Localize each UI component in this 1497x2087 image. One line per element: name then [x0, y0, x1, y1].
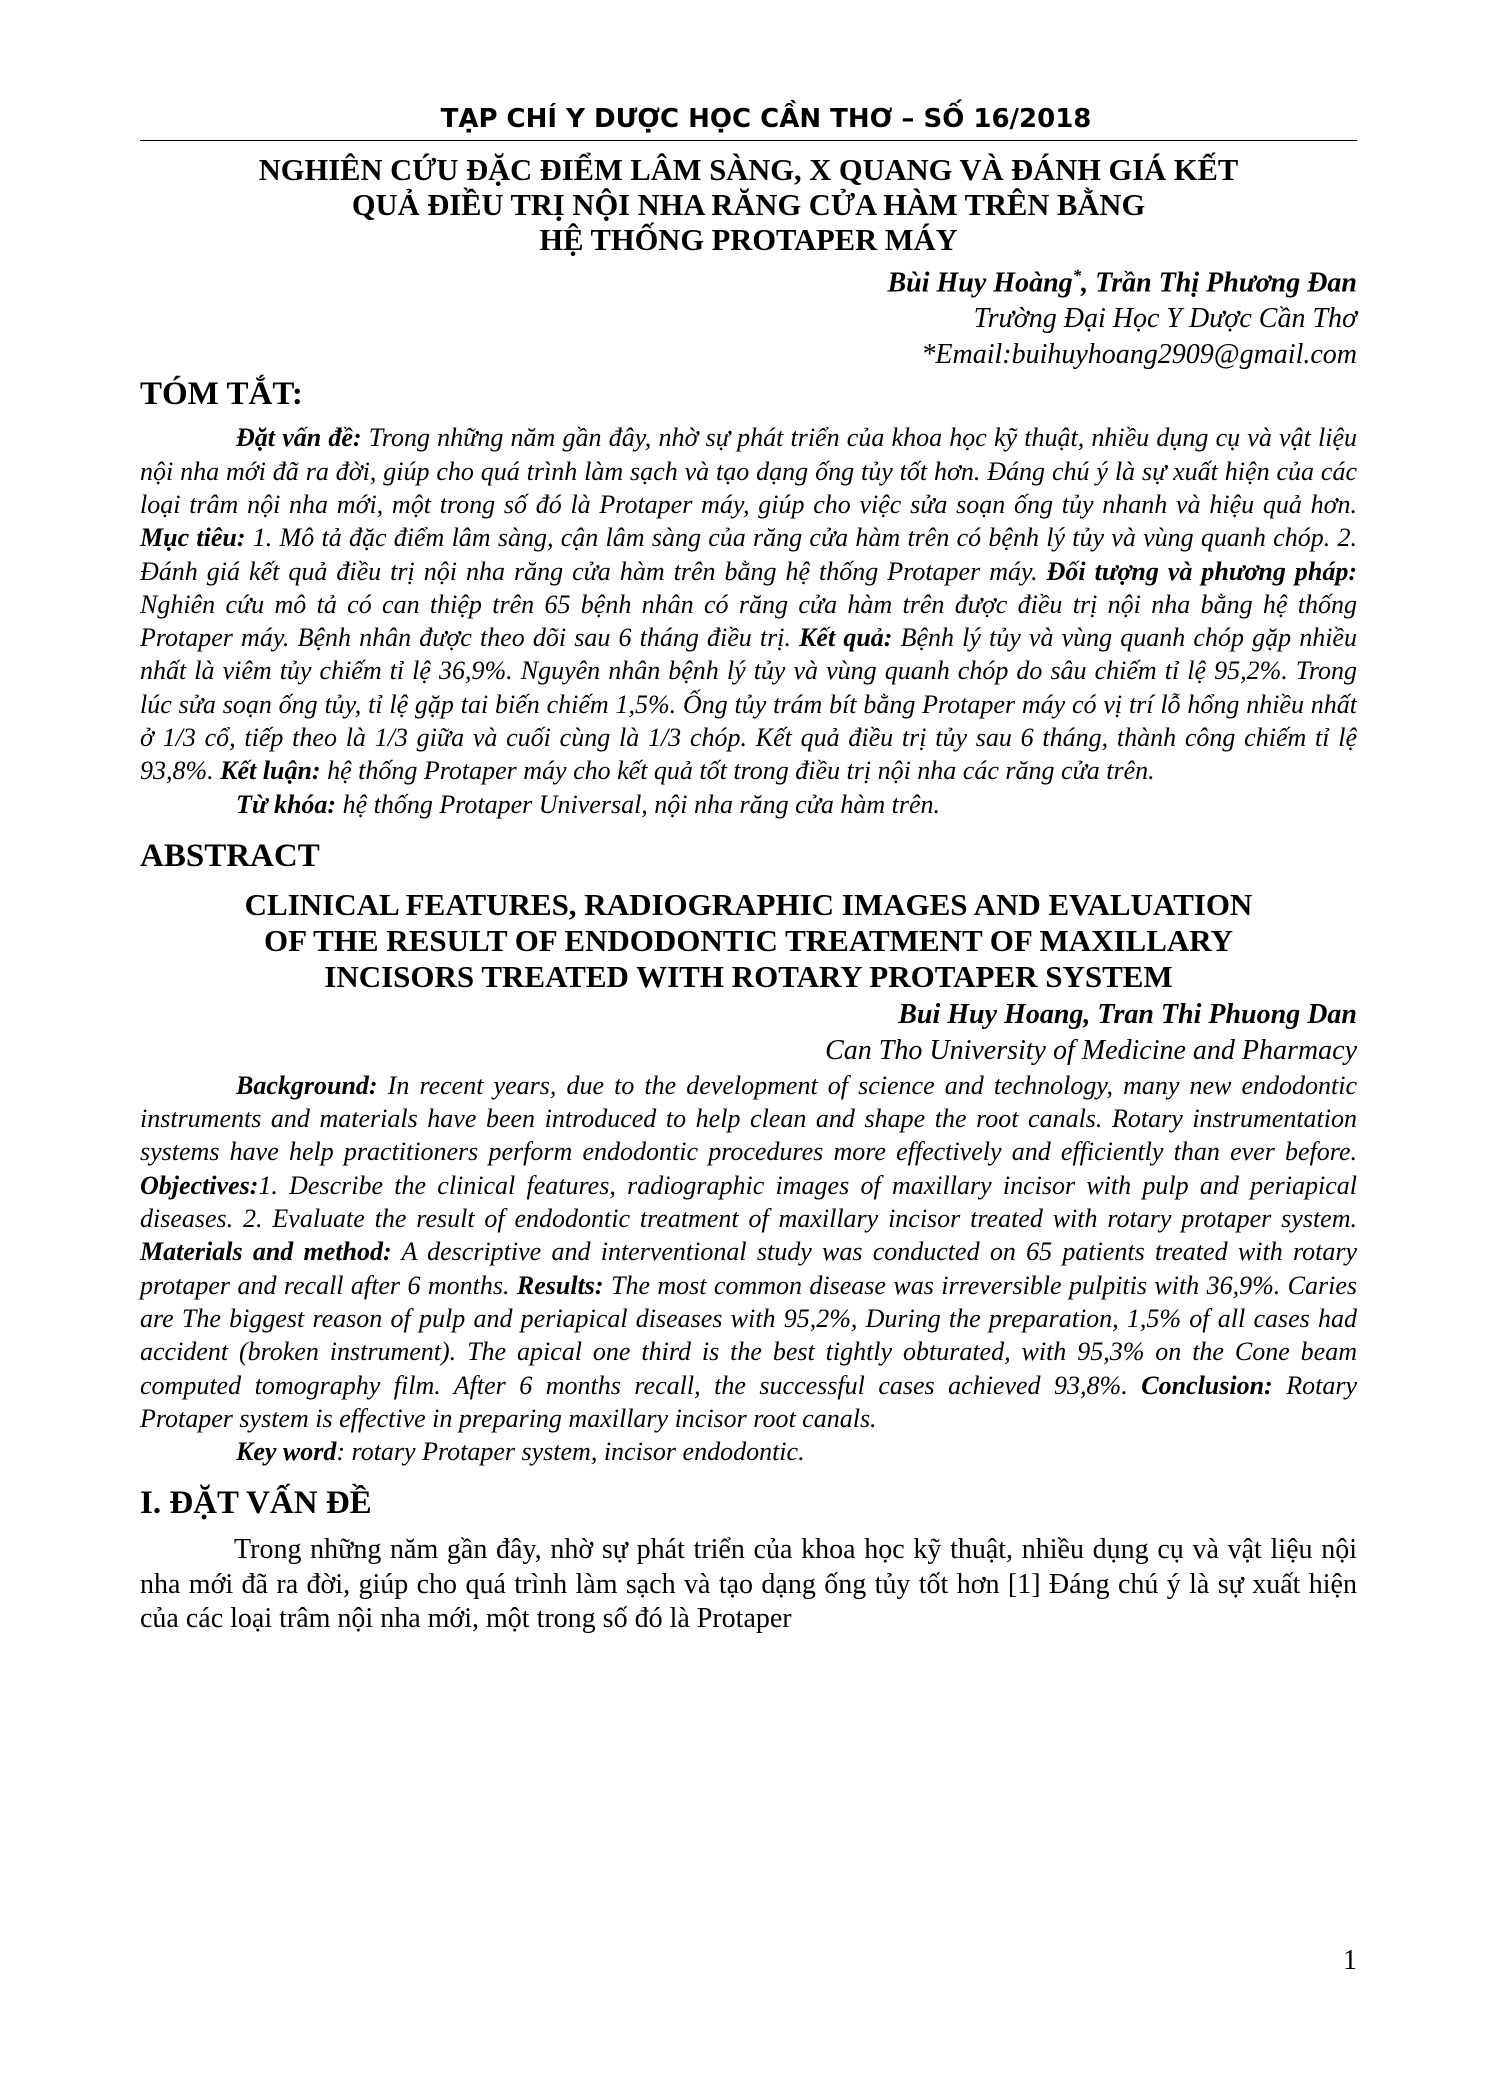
keywords-label: Từ khóa:: [236, 789, 337, 819]
summary-heading: TÓM TẮT:: [140, 376, 303, 413]
keywords-en: [140, 1435, 1357, 1468]
summary-text: 1. Mô tả đặc điểm lâm sàng, cận lâm sàng của răng cửa hàm trên có bệnh lý tủy và vùng quanh chóp. 2. Đánh giá kết quả điều trị nội nha răng cửa hàm trên bằng hệ thống Protaper máy.: [140, 523, 1357, 586]
title-vietnamese: [150, 153, 1347, 258]
journal-header: TẠP CHÍ Y DƯỢC HỌC CẦN THƠ – SỐ 16/2018: [440, 104, 1092, 134]
title-en-line: INCISORS TREATED WITH ROTARY PROTAPER SYSTEM: [324, 958, 1173, 994]
author-email: *Email:buihuyhoang2909@gmail.com: [921, 339, 1357, 371]
keywords-text: hệ thống Protaper Universal, nội nha răng cửa hàm trên.: [336, 789, 941, 819]
summary-text: Bệnh lý tủy và vùng quanh chóp gặp nhiều nhất là viêm tủy chiếm tỉ lệ 36,9%. Nguyên nhân bệnh lý tủy và vùng quanh chóp do sâu chiếm tỉ lệ 95,2%. Trong lúc sửa soạn ống tủy, tỉ lệ gặp tai biến chiếm 1,5%. Ống tủy trám bít bằng Protaper máy có vị trí lỗ hổng nhiều nhất ở 1/3 cổ, tiếp theo là 1/3 giữa và cuối cùng là 1/3 chóp. Kết quả điều trị tủy sau 6 tháng, thành công chiếm tỉ lệ 93,8%.: [140, 623, 1357, 786]
title-en-line: CLINICAL FEATURES, RADIOGRAPHIC IMAGES AND EVALUATION: [244, 886, 1253, 922]
title-vi-line: NGHIÊN CỨU ĐẶC ĐIỂM LÂM SÀNG, X QUANG VÀ ĐÁNH GIÁ KẾT: [258, 153, 1239, 187]
summary-label: Đặt vấn đề:: [236, 423, 362, 453]
summary-label: Kết quả:: [799, 623, 893, 653]
summary-text: Trong những năm gần đây, nhờ sự phát triển của khoa học kỹ thuật, nhiều dụng cụ và vật liệu nội nha mới đã ra đời, giúp cho quá trình làm sạch và tạo dạng ống tủy tốt hơn. Đáng chú ý là sự xuất hiện của các loại trâm nội nha mới, một trong số đó là Protaper máy, giúp cho việc sửa soạn ống tủy nhanh và hiệu quả hơn.: [140, 423, 1357, 519]
abstract-text: The most common disease was irreversible pulpitis with 36,9%. Caries are The biggest reason of pulp and periapical diseases with 95,2%, During the preparation, 1,5% of all cases had accident (broken instrument). The apical one third is the best tightly obturated, with 95,3% on the Cone beam computed tomography film. After 6 months recall, the successful cases achieved 93,8%.: [140, 1270, 1357, 1400]
keywords-vi: [140, 788, 1357, 821]
header-rule: [140, 140, 1357, 141]
author-names: [140, 258, 1357, 301]
author-rest: , Trần Thị Phương Đan: [1081, 267, 1357, 299]
page-number: 1: [1343, 1945, 1357, 1976]
corresponding-mark: *: [1072, 266, 1082, 285]
summary-label: Mục tiêu:: [140, 523, 246, 553]
section-1-body: [140, 1533, 1357, 1637]
summary-text: hệ thống Protaper máy cho kết quả tốt trong điều trị nội nha các răng cửa trên.: [320, 756, 1155, 786]
abstract-text: 1. Describe the clinical features, radiographic images of maxillary incisor with pulp and periapical diseases. 2. Evaluate the result of endodontic treatment of maxillary incisor treated with rotary protaper system.: [140, 1170, 1357, 1234]
abstract-english: [140, 1069, 1357, 1469]
body-paragraph: Trong những năm gần đây, nhờ sự phát triển của khoa học kỹ thuật, nhiều dụng cụ và vật liệu nội nha mới đã ra đời, giúp cho quá trình làm sạch và tạo dạng ống tủy tốt hơn [1] Đáng chú ý là sự xuất hiện của các loại trâm nội nha mới, một trong số đó là Protaper: [140, 1534, 1357, 1635]
affiliation-en: Can Tho University of Medicine and Pharmacy: [825, 1034, 1357, 1066]
author-first: Bùi Huy Hoàng: [887, 267, 1073, 299]
abstract-label: Conclusion:: [1141, 1370, 1273, 1400]
title-vi-line: QUẢ ĐIỀU TRỊ NỘI NHA RĂNG CỬA HÀM TRÊN BẰNG: [351, 188, 1146, 222]
title-vi-line: HỆ THỐNG PROTAPER MÁY: [539, 223, 958, 257]
authors-block-en: [140, 997, 1357, 1069]
summary-paragraph: [140, 421, 1357, 787]
keywords-label-en: Key word: [236, 1437, 337, 1467]
section-1-heading: I. ĐẶT VẤN ĐỀ: [140, 1485, 372, 1522]
summary-label: Đối tượng và phương pháp:: [1046, 556, 1357, 586]
abstract-label: Background:: [236, 1070, 378, 1100]
authors-block-vi: [140, 258, 1357, 373]
keywords-text-en: : rotary Protaper system, incisor endodontic.: [336, 1437, 805, 1467]
affiliation-vi: Trường Đại Học Y Dược Cần Thơ: [973, 303, 1357, 335]
summary-vietnamese: [140, 421, 1357, 821]
abstract-text: In recent years, due to the development of science and technology, many new endodontic instruments and materials have been introduced to help clean and shape the root canals. Rotary instrumentation systems have help practitioners perform endodontic procedures more effectively and efficiently than ever before.: [140, 1070, 1357, 1167]
summary-label: Kết luận:: [220, 756, 321, 786]
abstract-label: Objectives:: [140, 1170, 259, 1200]
abstract-heading: ABSTRACT: [140, 837, 320, 874]
title-en-line: OF THE RESULT OF ENDODONTIC TREATMENT OF MAXILLARY: [264, 922, 1233, 958]
abstract-paragraph: [140, 1069, 1357, 1435]
abstract-label: Materials and method:: [140, 1237, 392, 1267]
abstract-text: A descriptive and interventional study was conducted on 65 patients treated with rotary protaper and recall after 6 months.: [140, 1237, 1357, 1300]
author-names-en: Bui Huy Hoang, Tran Thi Phuong Dan: [898, 998, 1357, 1030]
title-english: [140, 887, 1357, 995]
summary-text: Nghiên cứu mô tả có can thiệp trên 65 bệnh nhân có răng cửa hàm trên được điều trị nội nha bằng hệ thống Protaper máy. Bệnh nhân được theo dõi sau 6 tháng điều trị.: [140, 589, 1357, 653]
abstract-text: Rotary Protaper system is effective in preparing maxillary incisor root canals.: [140, 1370, 1358, 1433]
abstract-label: Results:: [516, 1270, 604, 1300]
